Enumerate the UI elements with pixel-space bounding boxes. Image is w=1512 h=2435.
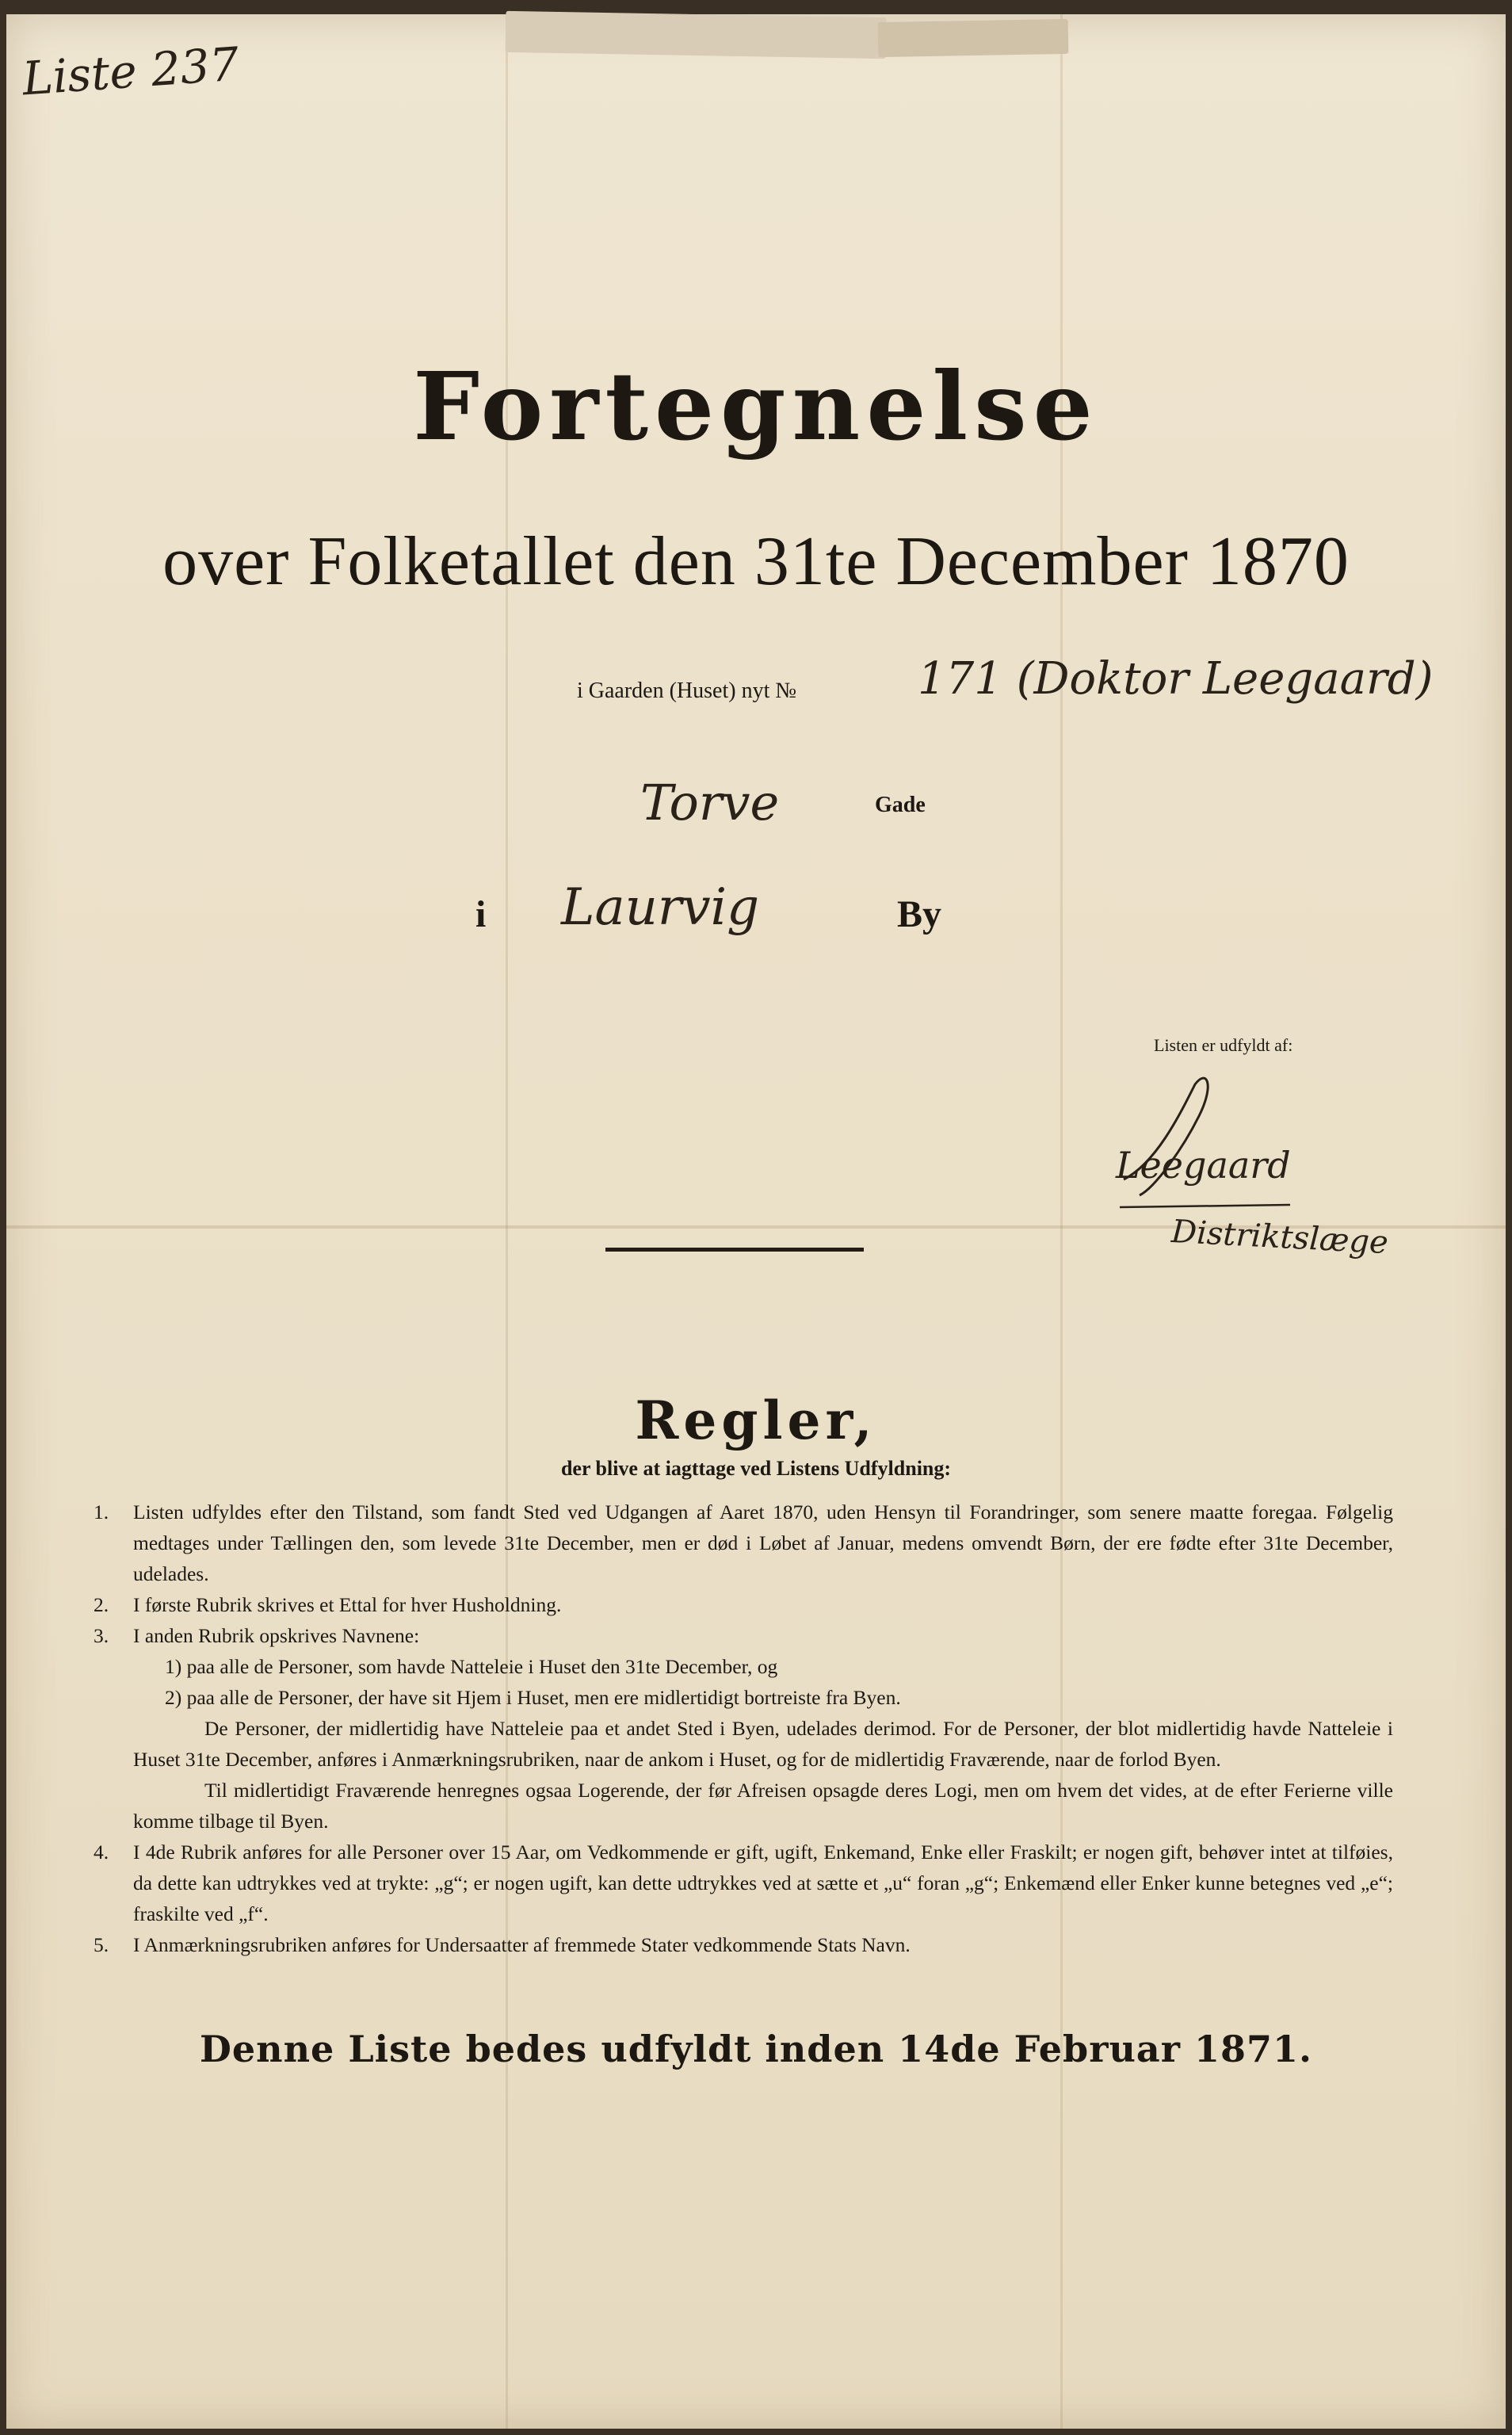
city-handwritten: Laurvig: [561, 878, 760, 937]
rule-4: 4. I 4de Rubrik anføres for alle Personer over 15 Aar, om Vedkommende er gift, ugift, Enkemand, Enke eller Fraskilt; er nogen gift, behøver intet at tilføies, da dette kan udtrykkes ved at trykte: „g“; er nogen ugift, kan dette udtrykkes ved at sætte et „u“ foran „g“; Enkemænd eller Enker kunne betegnes ved „e“; fraskilte ved „f“.: [94, 1841, 1393, 1925]
rules-list: [94, 1497, 1393, 1960]
corner-list-number: Liste 237: [20, 36, 241, 106]
signature: Leegaard: [1116, 1144, 1291, 1187]
rules-subheading: der blive at iagttage ved Listens Udfyldning:: [560, 1457, 952, 1480]
rule-1: 1. Listen udfyldes efter den Tilstand, som fandt Sted ved Udgangen af Aaret 1870, uden Hensyn til Forandringer, som senere maatte foregaa. Følgelig medtages under Tællingen den, som levede 31te December, men er død i Løbet af Januar, medens omvendt Børn, der ere fødte efter 31te December, udelades.: [94, 1500, 1393, 1585]
filled-by-label: Listen er udfyldt af:: [1154, 1035, 1293, 1055]
census-form-sheet: [6, 14, 1506, 2429]
section-divider: [605, 1248, 864, 1252]
rules-heading: Regler,: [635, 1390, 877, 1451]
form-title: Fortegnelse: [413, 351, 1099, 461]
street-suffix: Gade: [875, 793, 926, 817]
rule-2: 2. I første Rubrik skrives et Ettal for hver Husholdning.: [94, 1593, 562, 1616]
form-subtitle: over Folketallet den 31te December 1870: [162, 523, 1350, 600]
street-handwritten: Torve: [640, 774, 780, 831]
rule-3-paragraph-2: Til midlertidigt Fraværende henregnes ogsaa Logerende, der før Afreisen opsagde deres Logi, men om hvem det vides, at de efter Ferierne ville komme tilbage til Byen.: [133, 1779, 1393, 1833]
rule-3: 3. I anden Rubrik opskrives Navnene:: [94, 1624, 420, 1647]
rule-5: 5. I Anmærkningsrubriken anføres for Undersaatter af fremmede Stater vedkommende Stats Navn.: [94, 1933, 911, 1956]
deadline-footer: Denne Liste bedes udfyldt inden 14de Februar 1871.: [200, 2028, 1312, 2070]
rule-3-paragraph-1: De Personer, der midlertidig have Natteleie paa et andet Sted i Byen, udelades derimod. For de Personer, der blot midlertidig havde Natteleie i Huset 31te December, anføres i Anmærkningsrubriken, naar de ankom i Huset, og for de midlertidig Fraværende, naar de forlod Byen.: [133, 1717, 1393, 1771]
house-number-handwritten: 171 (Doktor Leegaard): [918, 653, 1434, 705]
signature-title: Distriktslæge: [1170, 1213, 1389, 1262]
address-prefix: i Gaarden (Huset) nyt №: [577, 679, 797, 703]
signature-flourish: [1108, 1068, 1298, 1219]
city-prefix: i: [475, 893, 487, 935]
rule-3-item-2: 2) paa alle de Personer, der have sit Hjem i Huset, men ere midlertidigt bortreiste fra Byen.: [165, 1686, 901, 1709]
rule-3-item-1: 1) paa alle de Personer, som havde Natteleie i Huset den 31te December, og: [165, 1655, 778, 1678]
city-suffix: By: [897, 893, 942, 935]
paper-tab-strip: [506, 14, 1076, 62]
